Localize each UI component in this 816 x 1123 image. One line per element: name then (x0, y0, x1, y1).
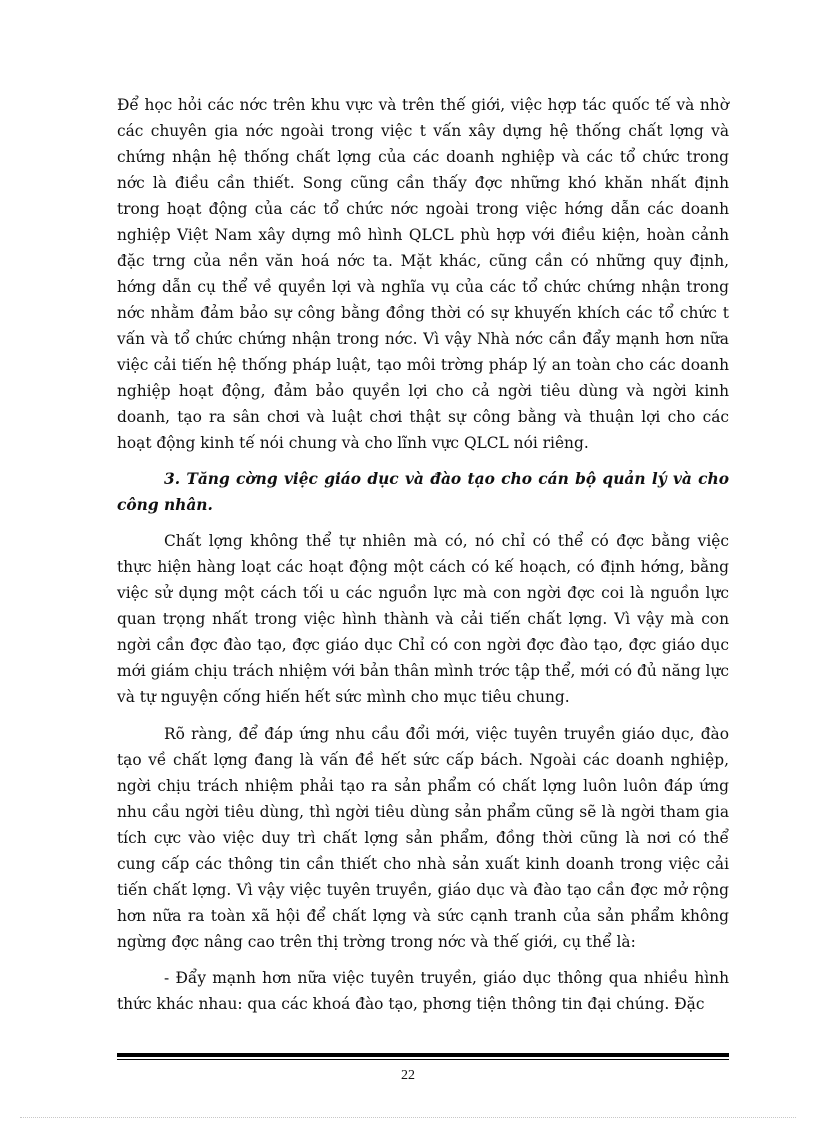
paragraph-international-cooperation: Để học hỏi các nớc trên khu vực và trên thế giới, việc hợp tác quốc tế và nhờ các chuyên gia nớc ngoài trong việc t vấn xây dựng hệ thống chất lợng và chứng nhận hệ thống chất lợng của các doanh nghiệp và các tổ chức trong nớc là điều cần thiết. Song cũng cần thấy đợc những khó khăn nhất định trong hoạt động của các tổ chức nớc ngoài trong việc hớng dẫn các doanh nghiệp Việt Nam xây dựng mô hình QLCL phù hợp với điều kiện, hoàn cảnh đặc trng của nền văn hoá nớc ta. Mặt khác, cũng cần có những quy định, hớng dẫn cụ thể về quyền lợi và nghĩa vụ của các tổ chức chứng nhận trong nớc nhằm đảm bảo sự công bằng đồng thời có sự khuyến khích các tổ chức t vấn và tổ chức chứng nhận trong nớc. Vì vậy Nhà nớc cần đẩy mạnh hơn nữa việc cải tiến hệ thống pháp luật, tạo môi trờng pháp lý an toàn cho các doanh nghiệp hoạt động, đảm bảo quyền lợi cho cả ngời tiêu dùng và ngời kinh doanh, tạo ra sân chơi và luật chơi thật sự công bằng và thuận lợi cho các hoạt động kinh tế nói chung và cho lĩnh vực QLCL nói riêng. (117, 96, 729, 452)
paragraph-quality-human-resources: Chất lợng không thể tự nhiên mà có, nó chỉ có thể có đợc bằng việc thực hiện hàng loạt các hoạt động một cách có kế hoạch, có định hớng, bằng việc sử dụng một cách tối u các nguồn lực mà con ngời đợc coi là nguồn lực quan trọng nhất trong việc hình thành và cải tiến chất lợng. Vì vậy mà con ngời cần đợc đào tạo, đợc giáo dục Chỉ có con ngời đợc đào tạo, đợc giáo dục mới giám chịu trách nhiệm với bản thân mình trớc tập thể, mới có đủ năng lực và tự nguyện cống hiến hết sức mình cho mục tiêu chung. (117, 532, 729, 706)
page-number: 22 (401, 1068, 415, 1083)
section-heading: 3. Tăng cờng việc giáo dục và đào tạo cho cán bộ quản lý và cho công nhân. (117, 470, 729, 514)
paragraph-education-training: Rõ ràng, để đáp ứng nhu cầu đổi mới, việc tuyên truyền giáo dục, đào tạo về chất lợng đang là vấn đề hết sức cấp bách. Ngoài các doanh nghiệp, ngời chịu trách nhiệm phải tạo ra sản phẩm có chất lợng luôn luôn đáp ứng nhu cầu ngời tiêu dùng, thì ngời tiêu dùng sản phẩm cũng sẽ là ngời tham gia tích cực vào việc duy trì chất lợng sản phẩm, đồng thời cũng là nơi có thể cung cấp các thông tin cần thiết cho nhà sản xuất kinh doanh trong việc cải tiến chất lợng. Vì vậy việc tuyên truyền, giáo dục và đào tạo cần đợc mở rộng hơn nữa ra toàn xã hội để chất lợng và sức cạnh tranh của sản phẩm không ngừng đợc nâng cao trên thị trờng trong nớc và thế giới, cụ thể là: (117, 725, 729, 951)
paragraph-bullet-promotion: - Đẩy mạnh hơn nữa việc tuyên truyền, giáo dục thông qua nhiều hình thức khác nhau: qua các khoá đào tạo, phơng tiện thông tin đại chúng. Đặc (117, 969, 729, 1013)
page-bottom-border (20, 1117, 796, 1118)
body-text (117, 92, 729, 1017)
footer-rule-thick (117, 1053, 729, 1057)
footer-rule-thin (117, 1059, 729, 1060)
